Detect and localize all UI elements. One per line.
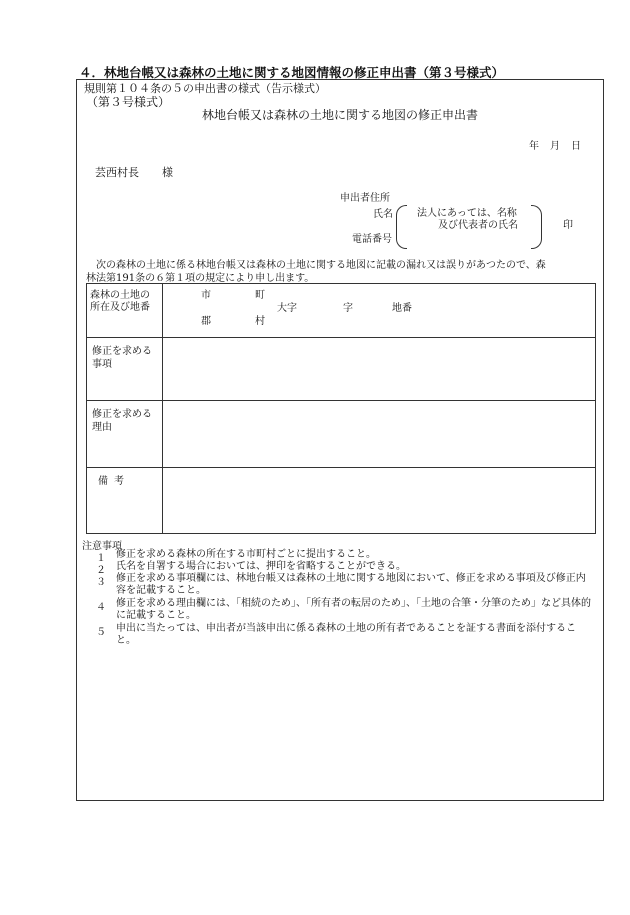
section-heading: ４．林地台帳又は森林の土地に関する地図情報の修正申出書（第３号様式） — [79, 65, 505, 80]
district-label: 郡 — [201, 316, 211, 327]
right-bracket — [531, 205, 542, 249]
correction-reason-field[interactable] — [165, 403, 593, 465]
note-text-2: 氏名を自署する場合においては、押印を省略することができる。 — [116, 561, 406, 572]
applicant-name-label: 氏名 — [373, 209, 393, 220]
date-month-label: 月 — [550, 141, 560, 152]
date-year-label: 年 — [529, 141, 539, 152]
statement-line2: 林法第191条の６第１項の規定により申し出ます。 — [86, 273, 315, 284]
remarks-field[interactable] — [165, 470, 593, 532]
location-label-line1: 森林の土地の — [90, 290, 150, 301]
town-label: 町 — [255, 290, 265, 301]
form-number: （第３号様式） — [86, 95, 171, 109]
corp-note-line2: 及び代表者の氏名 — [438, 220, 518, 231]
regulation-reference: 規則第１０４条の５の申出書の様式（告示様式） — [84, 82, 326, 95]
remarks-label: 備考 — [98, 476, 130, 487]
note-number-1: １ — [96, 553, 106, 564]
table-row-divider-1 — [86, 337, 596, 338]
correction-item-field[interactable] — [165, 340, 593, 398]
table-column-divider — [162, 283, 163, 534]
correction-reason-label-line1: 修正を求める — [92, 409, 152, 420]
seal-mark: 印 — [563, 220, 573, 231]
table-row-divider-2 — [86, 400, 596, 401]
note-text-3: 修正を求める事項欄には、林地台帳又は森林の土地に関する地図において、修正を求める事項及び修正内容を記載すること。 — [116, 573, 586, 596]
date-day-label: 日 — [571, 141, 581, 152]
oaza-label: 大字 — [277, 303, 297, 314]
applicant-address-label: 申出者住所 — [340, 193, 390, 204]
applicant-phone-label: 電話番号 — [352, 234, 392, 245]
left-bracket — [396, 205, 407, 249]
table-row-divider-3 — [86, 467, 596, 468]
note-number-4: ４ — [96, 602, 106, 613]
note-number-5: ５ — [96, 627, 106, 638]
aza-label: 字 — [343, 303, 353, 314]
city-label: 市 — [201, 290, 211, 301]
note-number-3: ３ — [96, 577, 106, 588]
note-text-5: 申出に当たっては、申出者が当該申出に係る森林の土地の所有者であることを証する書面を添付すること。 — [116, 623, 576, 646]
correction-item-label-line1: 修正を求める — [92, 346, 152, 357]
village-label: 村 — [255, 316, 265, 327]
correction-item-label-line2: 事項 — [92, 359, 112, 370]
note-text-4: 修正を求める理由欄には、「相続のため」、「所有者の転居のため」、「土地の合筆・分筆のため」など具体的に記載すること。 — [116, 598, 591, 621]
addressee-honorific: 様 — [162, 166, 173, 179]
lot-label: 地番 — [392, 303, 412, 314]
correction-reason-label-line2: 理由 — [92, 422, 112, 433]
form-title: 林地台帳又は森林の土地に関する地図の修正申出書 — [202, 108, 479, 122]
location-input-area[interactable] — [168, 306, 169, 307]
notes-heading: 注意事項 — [82, 541, 122, 552]
note-number-2: ２ — [96, 565, 106, 576]
statement-line1: 次の森林の土地に係る林地台帳又は森林の土地に関する地図に記載の漏れ又は誤りがあつたので、森 — [96, 260, 546, 271]
corp-note-line1: 法人にあっては、名称 — [417, 208, 517, 219]
addressee-office: 芸西村長 — [95, 166, 139, 179]
location-label-line2: 所在及び地番 — [90, 302, 150, 313]
note-text-1: 修正を求める森林の所在する市町村ごとに提出すること。 — [116, 549, 376, 560]
